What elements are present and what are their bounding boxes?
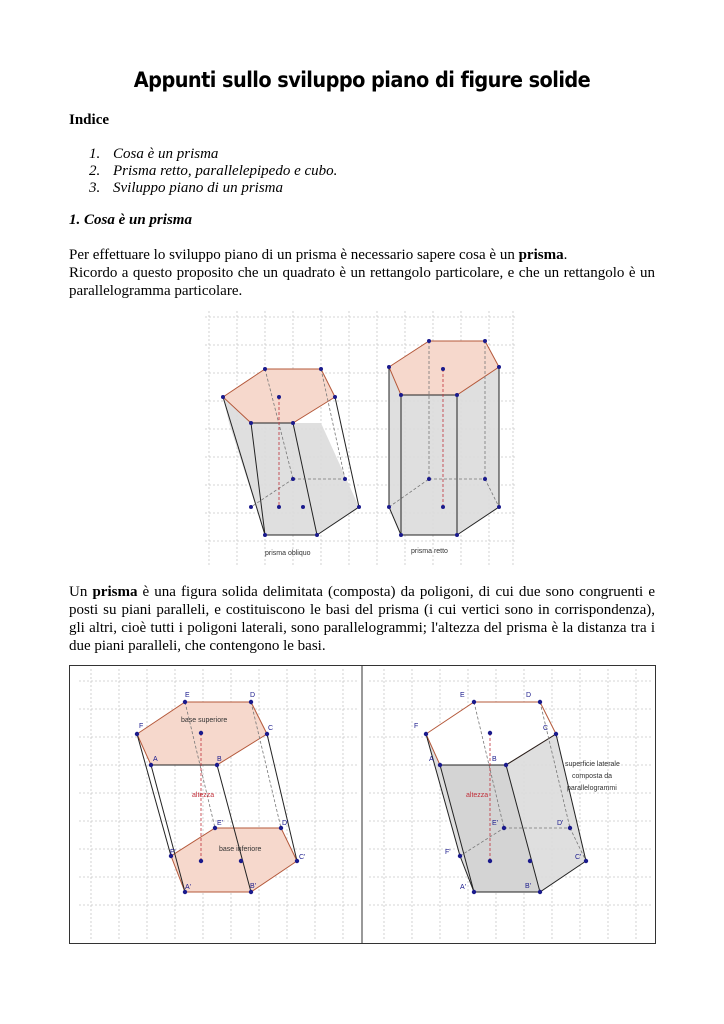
svg-text:composta da: composta da bbox=[572, 773, 613, 780]
toc-item: 1. Cosa è un prisma bbox=[89, 146, 219, 162]
label-prisma-obliquo: prisma obliquo bbox=[265, 550, 311, 557]
right-prism bbox=[387, 339, 501, 555]
svg-text:A': A' bbox=[185, 884, 192, 891]
svg-text:A: A bbox=[429, 756, 434, 763]
table-of-contents bbox=[89, 146, 337, 197]
figure-prisms-comparison bbox=[205, 311, 517, 567]
figure-labelled-prism bbox=[69, 665, 657, 945]
svg-text:F': F' bbox=[170, 849, 176, 856]
svg-text:C': C' bbox=[299, 854, 306, 861]
svg-text:C': C' bbox=[575, 854, 582, 861]
svg-text:E': E' bbox=[217, 820, 224, 827]
svg-text:A: A bbox=[153, 756, 158, 763]
svg-text:D: D bbox=[526, 692, 532, 699]
svg-text:B: B bbox=[492, 756, 497, 763]
svg-text:C: C bbox=[268, 725, 274, 732]
svg-text:A': A' bbox=[460, 884, 467, 891]
oblique-prism bbox=[221, 367, 361, 557]
label-height: altezza bbox=[466, 792, 489, 799]
label-top-base: base superiore bbox=[181, 717, 228, 724]
svg-text:C: C bbox=[543, 725, 549, 732]
svg-text:superficie laterale: superficie laterale bbox=[565, 761, 620, 768]
toc-item: 2. Prisma retto, parallelepipedo e cubo. bbox=[89, 163, 338, 179]
svg-text:B': B' bbox=[525, 883, 532, 890]
svg-text:E': E' bbox=[492, 820, 499, 827]
svg-text:F: F bbox=[414, 723, 419, 730]
paragraph-prism-definition: Un prisma è una figura solida delimitata (composta) da poligoni, di cui due sono congruenti e posti su piani paralleli, e costituiscono le basi del prisma (i cui vertici sono in corrispondenza), gli altri, cioè tutti i poligoni laterali, sono parallelogrammi; l'altezza del prisma è la distanza tra i due piani paralleli, che contengono le basi. bbox=[69, 584, 655, 654]
paragraph-prism-intro: Per effettuare lo sviluppo piano di un prisma è necessario sapere cosa è un prisma. bbox=[69, 247, 568, 263]
svg-text:parallelogrammi: parallelogrammi bbox=[567, 785, 617, 792]
bold-term: prisma bbox=[518, 247, 564, 263]
bold-term: prisma bbox=[92, 584, 138, 600]
label-height: altezza bbox=[192, 792, 215, 799]
document-title: Appunti sullo sviluppo piano di figure solide bbox=[133, 68, 591, 92]
svg-text:E: E bbox=[460, 692, 465, 699]
svg-text:D': D' bbox=[282, 820, 289, 827]
svg-text:B': B' bbox=[250, 883, 257, 890]
index-heading: Indice bbox=[69, 112, 110, 128]
paragraph-quadrilaterals: Ricordo a questo proposito che un quadrato è un rettangolo particolare, e che un rettangolo è un parallelogramma particolare. bbox=[69, 265, 655, 299]
section-1-heading: 1. Cosa è un prisma bbox=[69, 212, 192, 228]
label-bottom-base: base inferiore bbox=[219, 846, 262, 853]
toc-item-text: Prisma retto, parallelepipedo e cubo. bbox=[113, 163, 338, 179]
label-lateral-surface bbox=[565, 761, 620, 792]
toc-item: 3. Sviluppo piano di un prisma bbox=[89, 180, 284, 196]
svg-text:F': F' bbox=[445, 849, 451, 856]
svg-text:B: B bbox=[217, 756, 222, 763]
toc-item-text: Cosa è un prisma bbox=[113, 146, 219, 162]
svg-text:D: D bbox=[250, 692, 256, 699]
label-prisma-retto: prisma retto bbox=[411, 548, 448, 555]
svg-text:D': D' bbox=[557, 820, 564, 827]
svg-text:F: F bbox=[139, 723, 144, 730]
svg-text:E: E bbox=[185, 692, 190, 699]
toc-item-text: Sviluppo piano di un prisma bbox=[113, 180, 284, 196]
